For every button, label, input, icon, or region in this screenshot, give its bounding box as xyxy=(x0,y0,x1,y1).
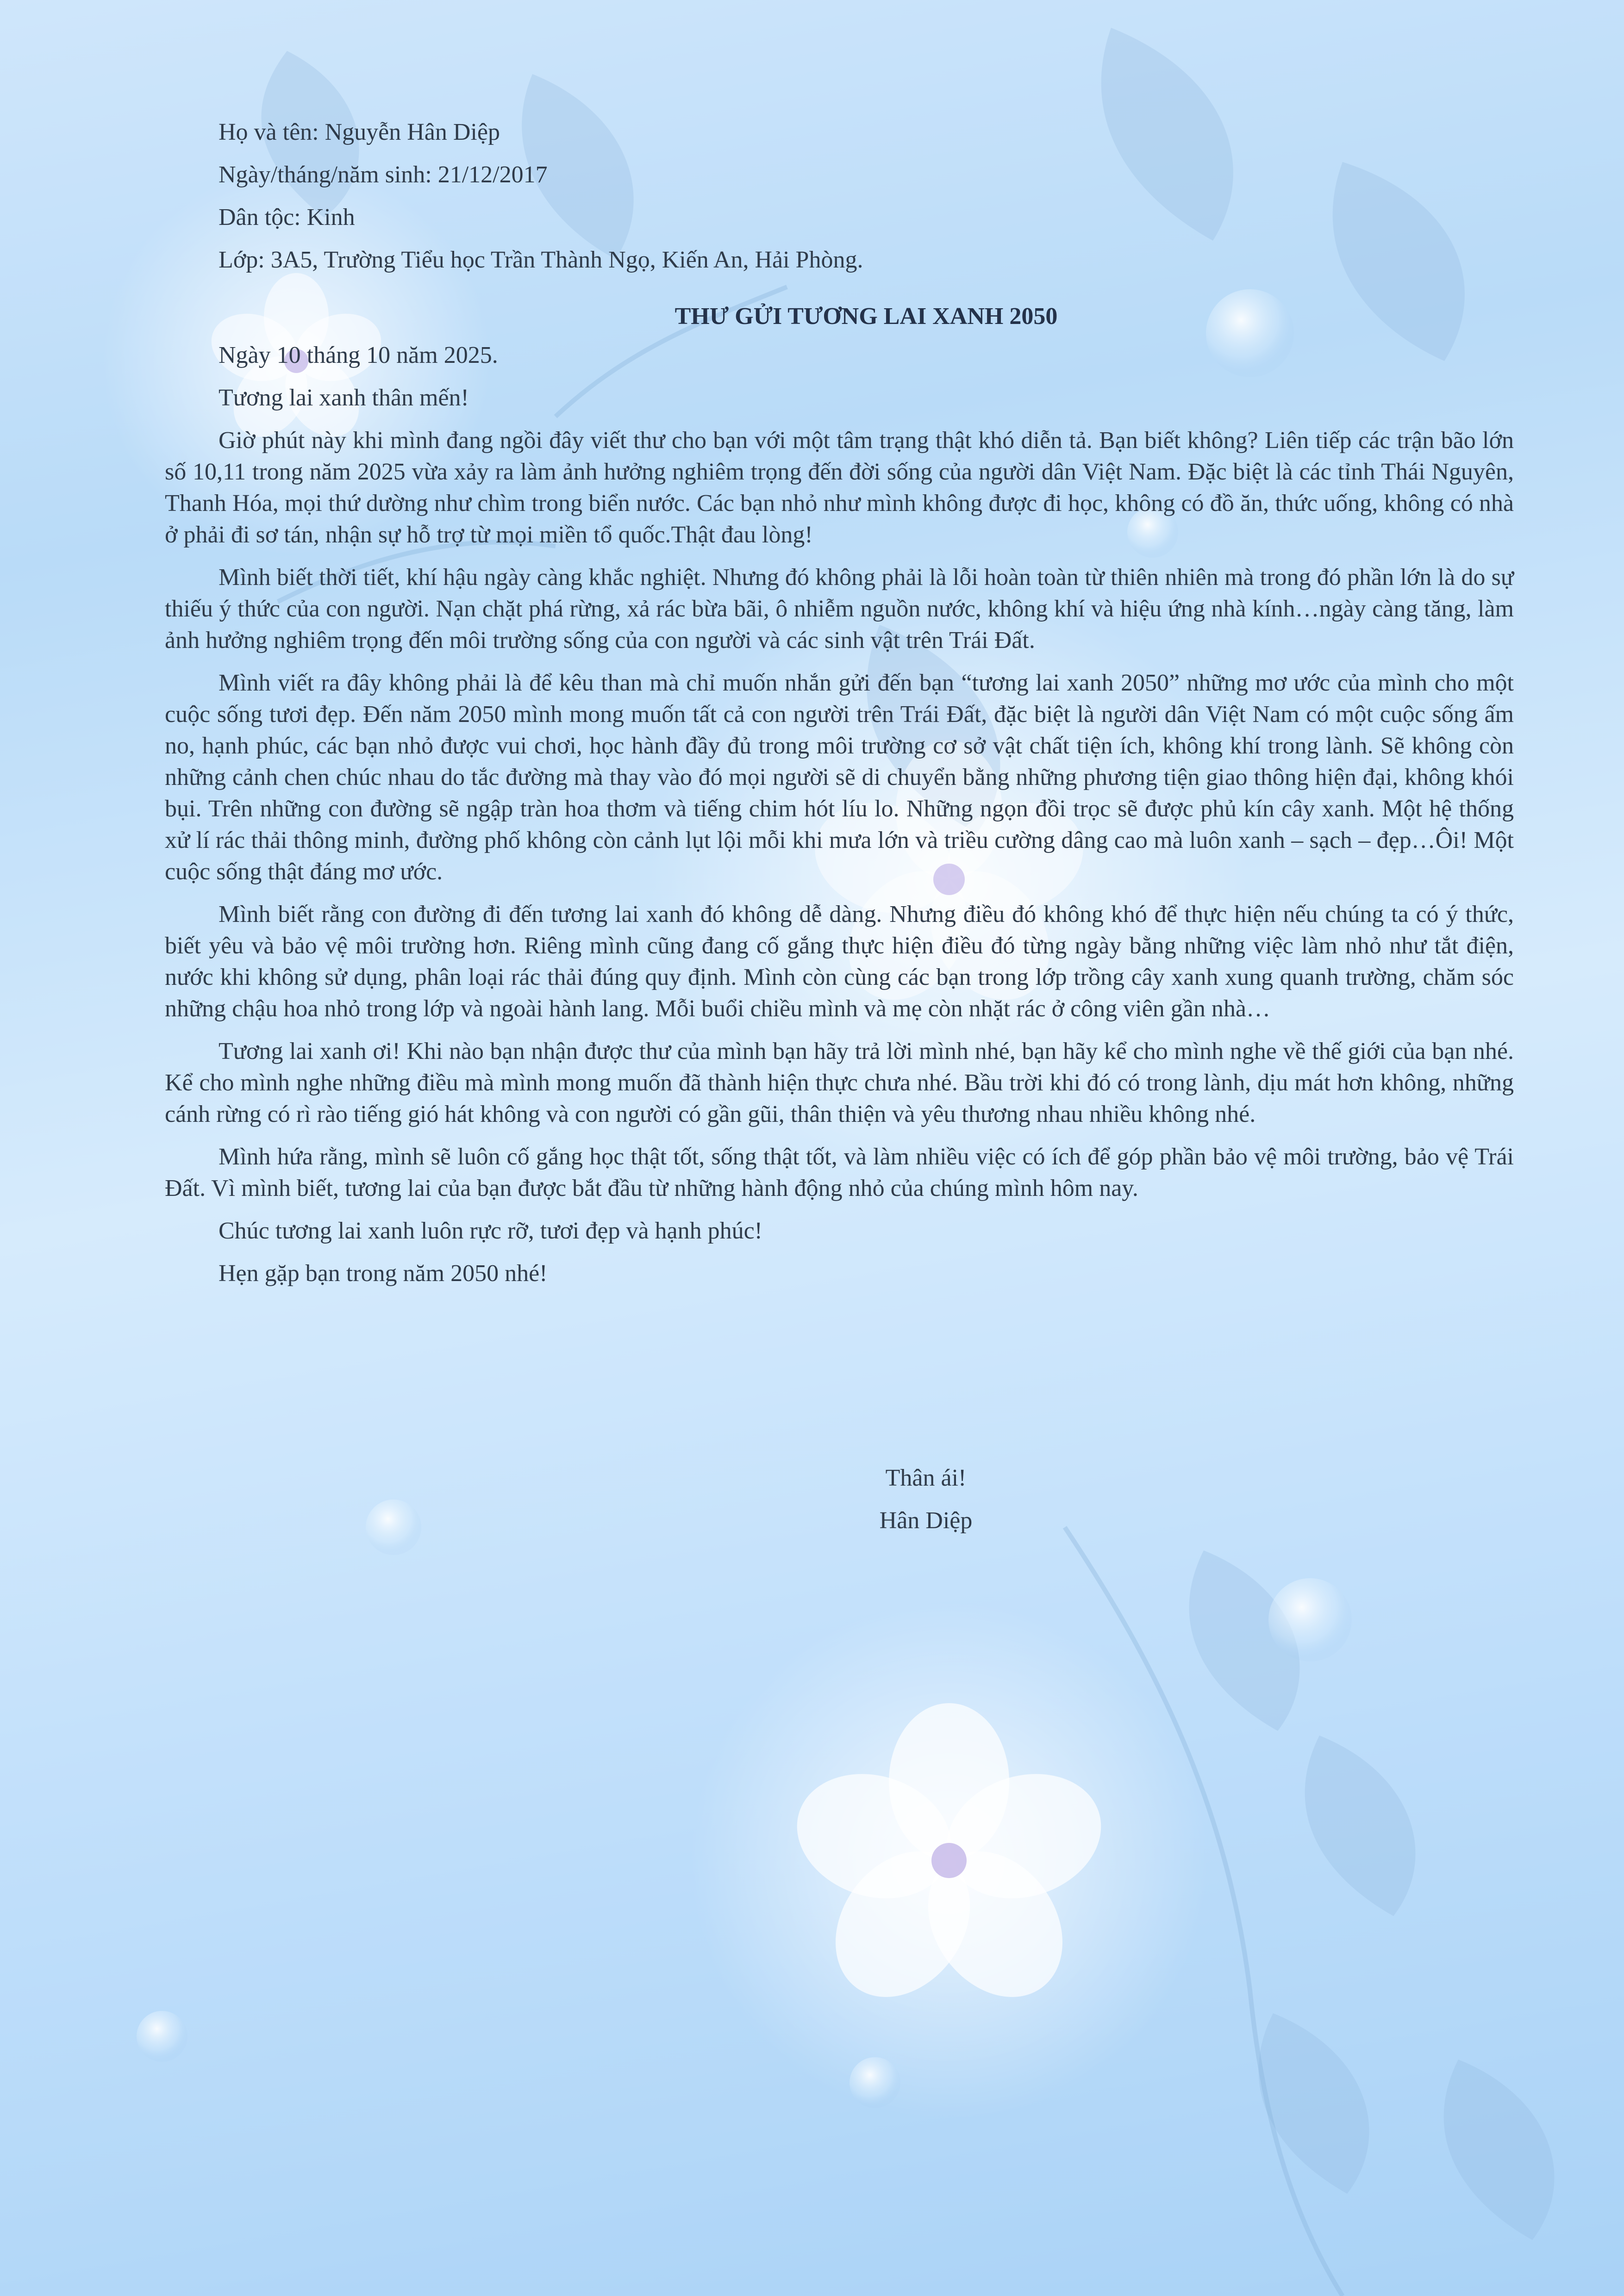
student-name: Họ và tên: Nguyễn Hân Diệp xyxy=(219,119,500,145)
letter-paragraph: Tương lai xanh ơi! Khi nào bạn nhận được thư của mình bạn hãy trả lời mình nhé, bạn hãy kể cho mình nghe về thế giới của bạn nhé. Kể cho mình nghe những điều mà mình mong muốn đã thành hiện thực chưa nhé. Bầu trời khi đó có trong lành, dịu mát hơn không, những cánh rừng có rì rào tiếng gió hát không và con người có gần gũi, thân thiện và yêu thương nhau nhiều không nhé. xyxy=(165,1038,1514,1127)
leaf-shape xyxy=(1444,2060,1555,2240)
letter-title: THƯ GỬI TƯƠNG LAI XANH 2050 xyxy=(675,303,1058,330)
bubble xyxy=(849,2057,900,2108)
student-class: Lớp: 3A5, Trường Tiểu học Trần Thành Ngọ, Kiến An, Hải Phòng. xyxy=(219,247,863,273)
letter-wish: Chúc tương lai xanh luôn rực rỡ, tươi đẹp và hạnh phúc! xyxy=(219,1218,763,1244)
letter-closing: Thân ái! xyxy=(885,1465,967,1491)
student-ethnicity: Dân tộc: Kinh xyxy=(219,204,355,230)
bubble xyxy=(137,2011,187,2062)
leaf-shape xyxy=(1259,2013,1369,2194)
letter-greeting: Tương lai xanh thân mến! xyxy=(219,385,469,411)
letter-paragraph: Mình biết rằng con đường đi đến tương lai xanh đó không dễ dàng. Nhưng điều đó không khó để thực hiện nếu chúng ta có ý thức, biết yêu và bảo vệ môi trường hơn. Riêng mình cũng đang cố gắng thực hiện điều đó từng ngày bằng những việc làm nhỏ như tắt điện, nước khi không sử dụng, phân loại rác thải đúng quy định. Mình còn cùng các bạn trong lớp trồng cây xanh xung quanh trường, chăm sóc những chậu hoa nhỏ trong lớp và ngoài hành lang. Mỗi buổi chiều mình và mẹ còn nhặt rác ở công viên gần nhà… xyxy=(165,901,1514,1022)
student-birthdate: Ngày/tháng/năm sinh: 21/12/2017 xyxy=(219,162,548,188)
letter-paragraph: Giờ phút này khi mình đang ngồi đây viết thư cho bạn với một tâm trạng thật khó diễn tả. Bạn biết không? Liên tiếp các trận bão lớn số 10,11 trong năm 2025 vừa xảy ra làm ảnh hưởng nghiêm trọng đến đời sống của người dân Việt Nam. Đặc biệt là các tỉnh Thái Nguyên, Thanh Hóa, mọi thứ dường như chìm trong biển nước. Các bạn nhỏ như mình không được đi học, không có đồ ăn, thức uống, không có nhà ở phải đi sơ tán, nhận sự hỗ trợ từ mọi miền tổ quốc.Thật đau lòng! xyxy=(165,427,1514,548)
bubble xyxy=(1268,1578,1352,1661)
letter-paragraph: Mình biết thời tiết, khí hậu ngày càng khắc nghiệt. Nhưng đó không phải là lỗi hoàn toàn từ thiên nhiên mà trong đó phần lớn là do sự thiếu ý thức của con người. Nạn chặt phá rừng, xả rác bừa bãi, ô nhiễm nguồn nước, không khí và hiệu ứng nhà kính…ngày càng tăng, làm ảnh hưởng nghiêm trọng đến môi trường sống của con người và các sinh vật trên Trái Đất. xyxy=(165,564,1514,653)
letter-paragraph: Mình viết ra đây không phải là để kêu than mà chỉ muốn nhắn gửi đến bạn “tương lai xanh 2050” những mơ ước của mình cho một cuộc sống tươi đẹp. Đến năm 2050 mình mong muốn tất cả con người trên Trái Đất, đặc biệt là người dân Việt Nam có một cuộc sống ấm no, hạnh phúc, các bạn nhỏ được vui chơi, học hành đầy đủ trong môi trường cơ sở vật chất tiện ích, không khí trong lành. Sẽ không còn những cảnh chen chúc nhau do tắc đường mà thay vào đó mọi người sẽ di chuyển bằng những phương tiện giao thông hiện đại, không khói bụi. Trên những con đường sẽ ngập tràn hoa thơm và tiếng chim hót líu lo. Những ngọn đồi trọc sẽ được phủ kín cây xanh. Một hệ thống xử lí rác thải thông minh, đường phố không còn cảnh lụt lội mỗi khi mưa lớn và triều cường dâng cao mà luôn xanh – sạch – đẹp…Ôi! Một cuộc sống thật đáng mơ ước. xyxy=(165,670,1514,885)
bubble xyxy=(366,1500,421,1555)
letter-signature: Hân Diệp xyxy=(879,1507,973,1534)
letter-body xyxy=(165,117,1514,1300)
letter-see-you: Hẹn gặp bạn trong năm 2050 nhé! xyxy=(219,1260,548,1287)
letter-date: Ngày 10 tháng 10 năm 2025. xyxy=(219,342,498,368)
letter-paragraph: Mình hứa rằng, mình sẽ luôn cố gắng học thật tốt, sống thật tốt, và làm nhiều việc có ích để góp phần bảo vệ môi trường, bảo vệ Trái Đất. Vì mình biết, tương lai của bạn được bắt đầu từ những hành động nhỏ của chúng mình hôm nay. xyxy=(165,1144,1514,1201)
leaf-shape xyxy=(1305,1736,1416,1916)
